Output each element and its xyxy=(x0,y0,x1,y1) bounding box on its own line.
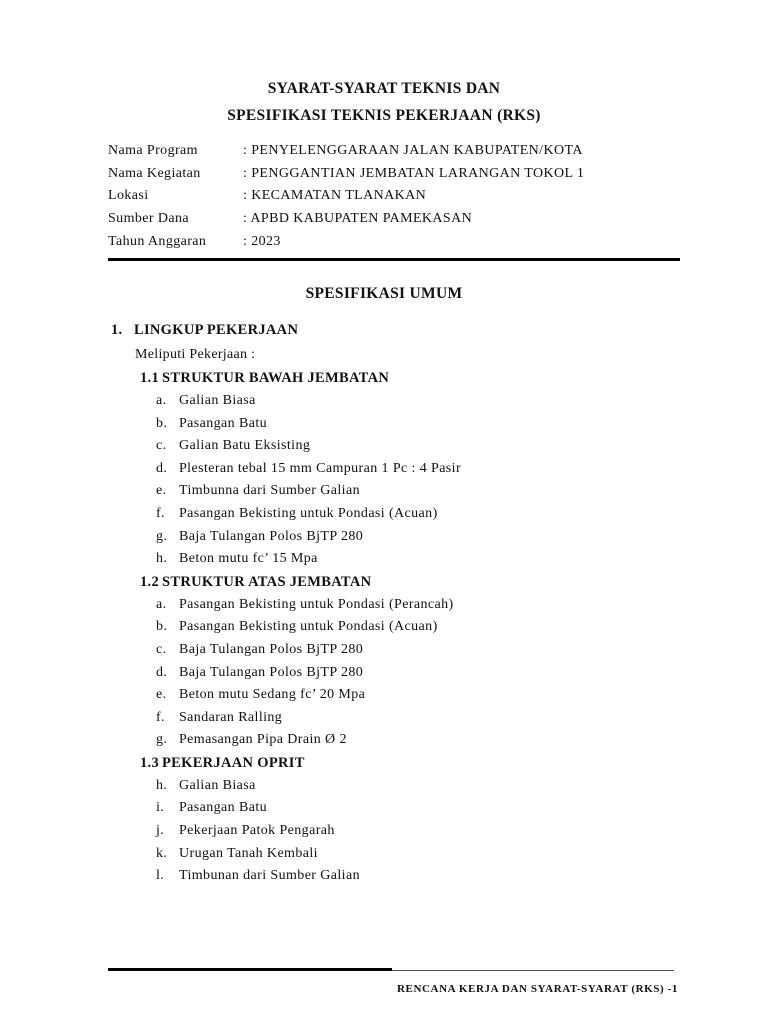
info-value: : KECAMATAN TLANAKAN xyxy=(243,188,427,203)
subsection-heading xyxy=(140,370,389,387)
info-label: Tahun Anggaran xyxy=(108,234,207,249)
document-title-line1: SYARAT-SYARAT TEKNIS DAN xyxy=(267,80,501,97)
footer-divider-thick xyxy=(108,968,392,971)
list-text: Beton mutu fc’ 15 Mpa xyxy=(179,551,318,566)
subsection-number: 1.1 xyxy=(140,370,160,386)
heading-text: LINGKUP PEKERJAAN xyxy=(134,322,299,338)
list-marker: f. xyxy=(156,506,165,521)
list-text: Galian Biasa xyxy=(179,393,256,408)
footer-divider-thin xyxy=(392,970,674,971)
list-marker: b. xyxy=(156,416,168,431)
info-label: Nama Program xyxy=(108,143,198,158)
list-text: Pasangan Bekisting untuk Pondasi (Acuan) xyxy=(179,506,438,521)
list-text: Sandaran Ralling xyxy=(179,710,283,725)
list-marker: c. xyxy=(156,642,167,657)
list-text: Galian Batu Eksisting xyxy=(179,438,311,453)
list-marker: i. xyxy=(156,800,165,815)
list-text: Urugan Tanah Kembali xyxy=(179,846,318,861)
intro-text: Meliputi Pekerjaan : xyxy=(135,347,256,362)
heading-number: 1. xyxy=(111,322,123,338)
header-divider xyxy=(108,258,680,261)
list-marker: k. xyxy=(156,846,168,861)
info-value: : 2023 xyxy=(243,234,281,249)
info-label: Sumber Dana xyxy=(108,211,189,226)
page-footer: RENCANA KERJA DAN SYARAT-SYARAT (RKS) -1 xyxy=(396,983,678,995)
list-marker: a. xyxy=(156,393,167,408)
list-marker: g. xyxy=(156,732,168,747)
list-marker: l. xyxy=(156,868,165,883)
list-marker: f. xyxy=(156,710,165,725)
info-value: : APBD KABUPATEN PAMEKASAN xyxy=(243,211,473,226)
list-marker: e. xyxy=(156,687,167,702)
list-marker: h. xyxy=(156,551,168,566)
document-title-line2: SPESIFIKASI TEKNIS PEKERJAAN (RKS) xyxy=(227,107,541,124)
info-value: : PENGGANTIAN JEMBATAN LARANGAN TOKOL 1 xyxy=(243,166,585,181)
list-marker: g. xyxy=(156,529,168,544)
list-marker: a. xyxy=(156,597,167,612)
section-title: SPESIFIKASI UMUM xyxy=(305,285,463,302)
list-marker: d. xyxy=(156,665,168,680)
subsection-title: STRUKTUR BAWAH JEMBATAN xyxy=(162,370,390,386)
list-text: Pasangan Batu xyxy=(179,800,268,815)
list-text: Pemasangan Pipa Drain Ø 2 xyxy=(179,732,347,747)
list-text: Pasangan Batu xyxy=(179,416,268,431)
list-text: Pasangan Bekisting untuk Pondasi (Perancah) xyxy=(179,597,454,612)
list-text: Baja Tulangan Polos BjTP 280 xyxy=(179,665,364,680)
list-text: Pasangan Bekisting untuk Pondasi (Acuan) xyxy=(179,619,438,634)
list-marker: h. xyxy=(156,778,168,793)
subsection-title: STRUKTUR ATAS JEMBATAN xyxy=(162,574,372,590)
list-marker: j. xyxy=(156,823,165,838)
info-value: : PENYELENGGARAAN JALAN KABUPATEN/KOTA xyxy=(243,143,583,158)
list-text: Timbunan dari Sumber Galian xyxy=(179,868,360,883)
subsection-number: 1.3 xyxy=(140,755,160,771)
subsection-number: 1.2 xyxy=(140,574,160,590)
subsection-heading xyxy=(140,574,371,591)
subsection-heading xyxy=(140,755,305,772)
list-text: Timbunna dari Sumber Galian xyxy=(179,483,360,498)
list-marker: d. xyxy=(156,461,168,476)
info-label: Nama Kegiatan xyxy=(108,166,201,181)
list-marker: e. xyxy=(156,483,167,498)
list-marker: c. xyxy=(156,438,167,453)
info-label: Lokasi xyxy=(108,188,149,203)
list-text: Beton mutu Sedang fc’ 20 Mpa xyxy=(179,687,366,702)
list-text: Pekerjaan Patok Pengarah xyxy=(179,823,335,838)
list-text: Plesteran tebal 15 mm Campuran 1 Pc : 4 Pasir xyxy=(179,461,462,476)
list-text: Baja Tulangan Polos BjTP 280 xyxy=(179,529,364,544)
subsection-title: PEKERJAAN OPRIT xyxy=(162,755,305,771)
list-text: Galian Biasa xyxy=(179,778,256,793)
list-marker: b. xyxy=(156,619,168,634)
list-text: Baja Tulangan Polos BjTP 280 xyxy=(179,642,364,657)
